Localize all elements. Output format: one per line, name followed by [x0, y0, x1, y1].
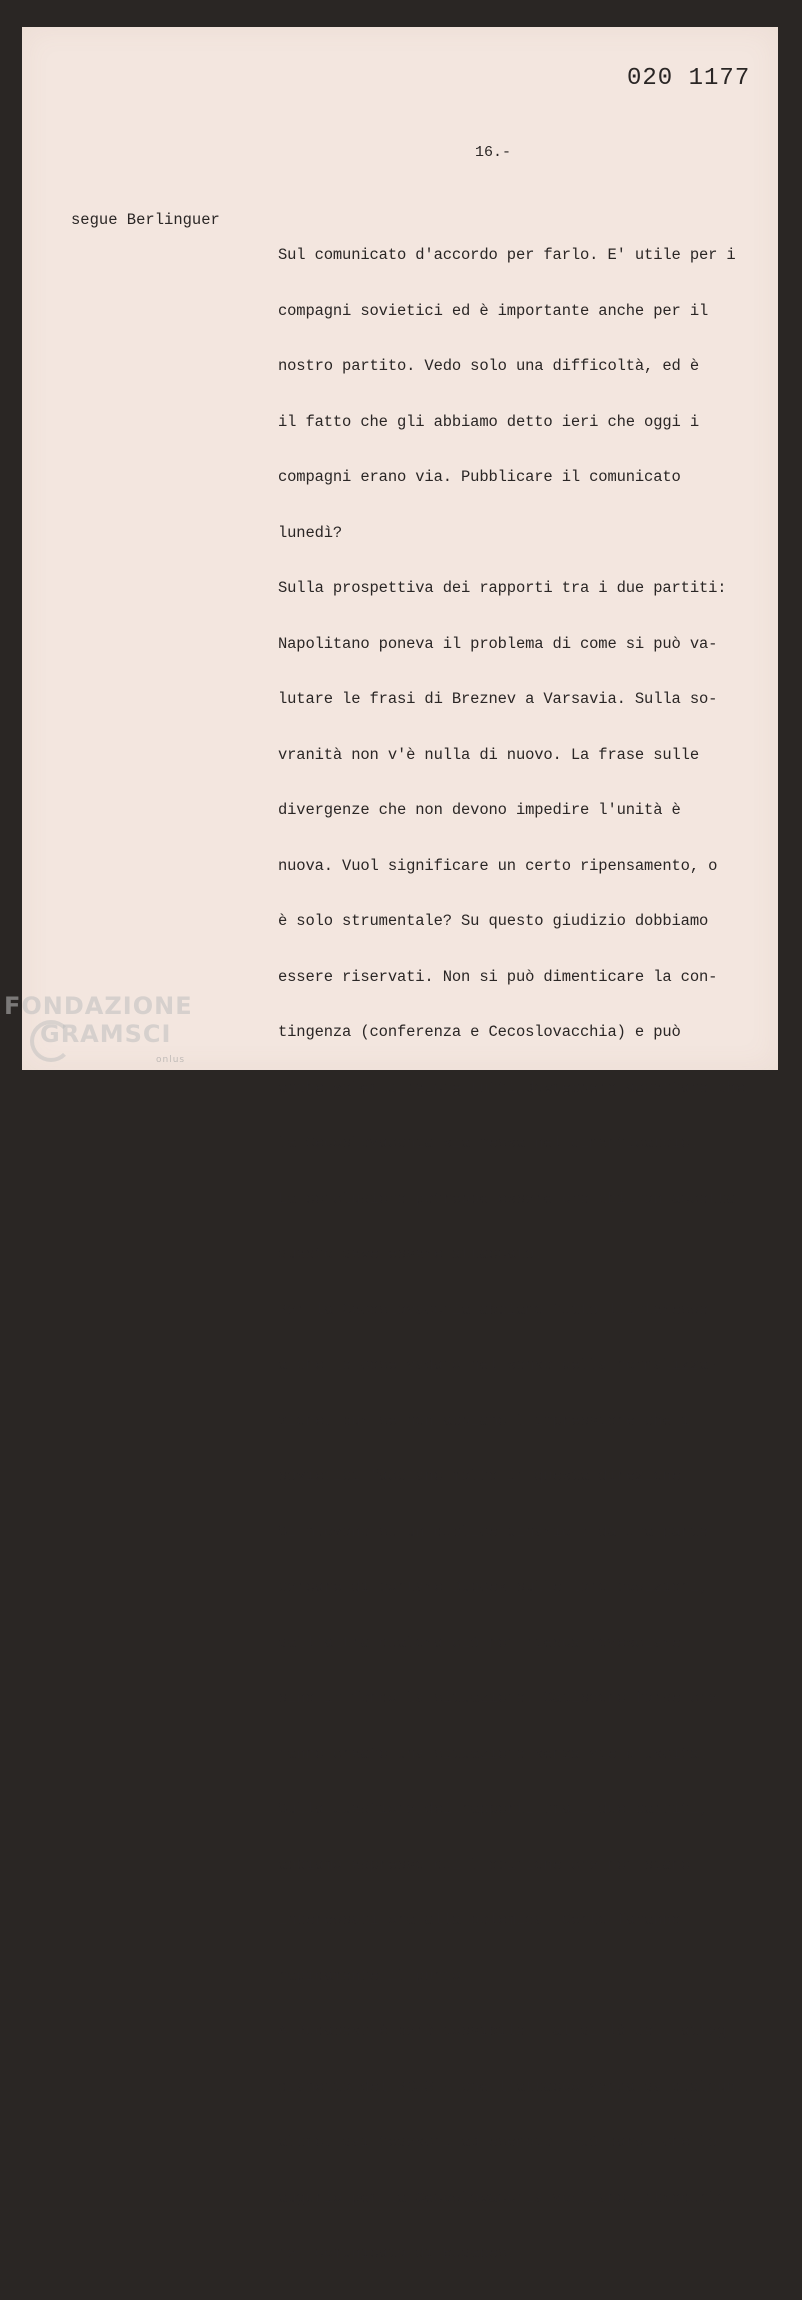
speaker-label: segue Berlinguer: [71, 211, 220, 229]
text-line: compagni erano via. Pubblicare il comunicato: [278, 468, 681, 486]
text-line: il fatto che gli abbiamo detto ieri che oggi i: [278, 412, 699, 431]
text-line: Napolitano poneva il problema di come si può va-: [278, 634, 718, 653]
text-line: sovietici facciano molto in questa direzione.: [278, 1467, 690, 1485]
text-line: anche voler dire che tutti dovrebbero accettare che: [278, 1078, 745, 1097]
text-line: giamento del PCUS - che l'attacco venga da qualcun': [278, 2077, 745, 2096]
text-line: zione, pur se non abbiamo l'impressione che i: [278, 1411, 690, 1430]
watermark-line1: FONDAZIONE: [4, 992, 193, 1020]
text-line: nuova. Vuol significare un certo ripensamento, o: [278, 856, 718, 875]
document-number: 020 1177: [627, 65, 751, 92]
watermark-line3: onlus: [156, 1055, 186, 1065]
document-page: [22, 27, 778, 2262]
text-line: nel comunicato di Budapest.: [278, 2244, 526, 2262]
text-line: A Budapest è però possibile - al di là dell'atteg-: [278, 2022, 736, 2040]
text-line: divergenze che non devono impedire l'unità è: [278, 801, 681, 819]
text-line: hanno creato una situazione senza vie d'uscita.: [278, 1744, 709, 1763]
text-line: è solo strumentale? Su questo giudizio dobbiamo: [278, 912, 709, 930]
text-line: La conclusione potrebbe essere che chi non accetta: [278, 1189, 736, 1208]
text-line: Sul comunicato d'accordo per farlo. E' utile per i: [278, 246, 736, 264]
text-line: lutare le frasi di Breznev a Varsavia. Sulla so-: [278, 690, 718, 708]
text-line: questo deve essere attaccato.: [278, 1245, 544, 1263]
text-line: interessati ora alla polemica. Certo faranno: [278, 1911, 681, 1929]
text-line: rapidamente il punto.: [278, 1966, 471, 1985]
text-line: compagni sovietici ed è importante anche per il: [278, 301, 709, 320]
text-line: cercare di portare Dubcek sulle loro posizioni,: [278, 1578, 709, 1596]
text-line: nostro partito. Vedo solo una difficoltà, ed è: [278, 357, 699, 375]
text-line: augurio per la Cecoslovacchia vogliano introdurlo: [278, 2188, 727, 2207]
text-line: la Cecoslovacchia sia messa nel dimenticatoio.: [278, 1134, 699, 1152]
text-line: Sulla prospettiva dei rapporti tra i due partiti:: [278, 579, 727, 597]
document-body: [278, 209, 778, 2300]
text-line: lunedì?: [278, 523, 343, 542]
watermark-line2: GRAMSCI: [40, 1020, 172, 1048]
text-line: Sulla questione dei rapporti tra i due partiti,: [278, 1800, 709, 1818]
text-line: Per la Cecoslovacchia abbiamo tutto l'interesse: [278, 1300, 709, 1319]
text-line: tingenza (conferenza e Cecoslovacchia) e può: [278, 1023, 681, 1041]
text-line: abbiamo espresso qui l'opinione che non siano: [278, 1855, 690, 1874]
watermark: [4, 992, 193, 1074]
page-number: 16.-: [475, 144, 512, 161]
text-line: Si muovono su un duplice binario : da una parte: [278, 1522, 709, 1541]
text-line: altro, dai tedeschi ad esempio. Può darsi che lo: [278, 2133, 718, 2151]
text-line: vranità non v'è nulla di nuovo. La frase sulle: [278, 745, 699, 764]
text-line: essere riservati. Non si può dimenticare la con-: [278, 967, 718, 986]
text-line: a che le cose vadano nel senso della normalizza-: [278, 1356, 718, 1374]
text-line: dall'altra qualora ciò non riesca rovesciare: [278, 1633, 681, 1652]
text-line: sino in fondo la situazione. Capiscono forse che: [278, 1689, 718, 1707]
